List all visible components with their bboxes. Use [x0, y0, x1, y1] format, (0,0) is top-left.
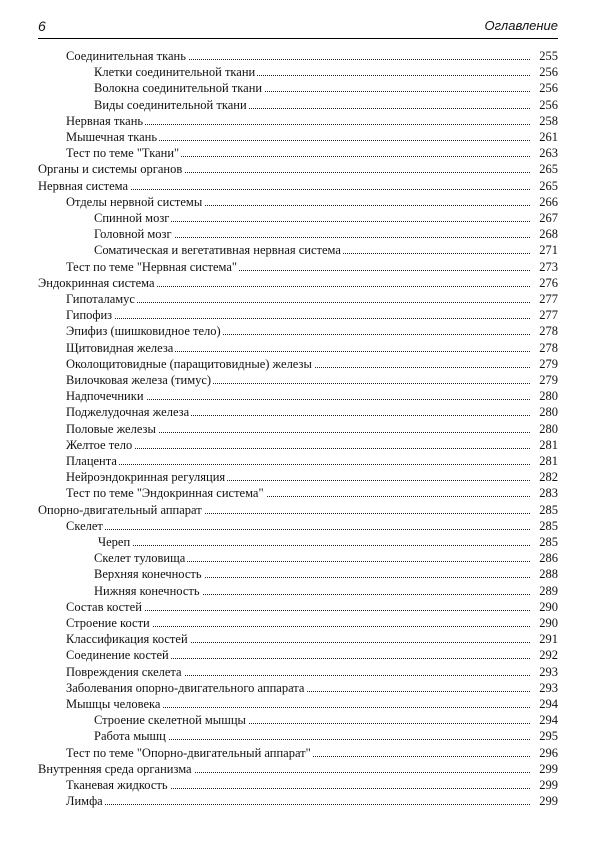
toc-title: Опорно-двигательный аппарат: [38, 502, 202, 517]
toc-page-number: 288: [539, 567, 558, 582]
toc-page-number: 278: [539, 324, 558, 339]
toc-title: Желтое тело: [66, 437, 133, 452]
page-header: [38, 16, 558, 39]
section-title: Оглавление: [484, 18, 558, 33]
toc-title: Лимфа: [66, 794, 103, 809]
toc-title: Эпифиз (шишковидное тело): [66, 324, 221, 339]
dot-leader: [66, 318, 530, 319]
toc-entry[interactable]: [38, 97, 558, 113]
toc-entry[interactable]: [38, 631, 558, 647]
toc-title: Нервная ткань: [66, 113, 144, 128]
toc-title: Клетки соединительной ткани: [94, 65, 256, 80]
toc-title: Органы и системы органов: [38, 162, 183, 177]
toc-page-number: 255: [539, 49, 558, 63]
toc-page-number: 299: [539, 778, 558, 792]
toc-entry[interactable]: [38, 421, 558, 437]
toc-page-number: 281: [539, 454, 558, 468]
toc-entry[interactable]: [38, 80, 558, 96]
toc-page-number: 285: [539, 535, 558, 549]
toc-page-number: 265: [539, 178, 558, 193]
toc-page-number: 285: [539, 518, 558, 533]
toc-title: Тканевая жидкость: [66, 778, 168, 792]
toc-page-number: 271: [539, 243, 558, 258]
toc-title: Спинной мозг: [94, 211, 170, 225]
toc-page-number: 278: [539, 340, 558, 355]
toc-page-number: 294: [539, 697, 558, 711]
toc-entry[interactable]: [38, 437, 558, 453]
table-of-contents: [38, 48, 558, 808]
toc-title: Соединение костей: [66, 648, 169, 663]
toc-entry[interactable]: [38, 48, 558, 64]
toc-entry[interactable]: [38, 178, 558, 194]
toc-title: Работа мышц: [94, 729, 166, 744]
toc-page-number: 295: [539, 729, 558, 744]
toc-page-number: 280: [539, 421, 558, 436]
toc-entry[interactable]: [38, 583, 558, 599]
toc-entry[interactable]: [38, 696, 558, 712]
toc-title: Гипоталамус: [66, 292, 135, 306]
toc-entry[interactable]: [38, 745, 558, 761]
toc-page-number: 261: [539, 130, 558, 144]
toc-title: Щитовидная железа: [66, 340, 174, 355]
toc-page-number: 268: [539, 227, 558, 242]
toc-page-number: 279: [539, 356, 558, 371]
toc-title: Тест по теме "Нервная система": [66, 259, 238, 274]
toc-page-number: 256: [539, 65, 558, 80]
toc-page-number: 299: [539, 794, 558, 809]
toc-title: Внутренняя среда организма: [38, 761, 192, 776]
toc-title: Скелет туловища: [94, 551, 186, 566]
toc-title: Заболевания опорно-двигательного аппарата: [66, 680, 305, 695]
toc-entry[interactable]: [38, 161, 558, 177]
toc-page-number: 277: [539, 308, 558, 323]
toc-entry[interactable]: [38, 356, 558, 372]
toc-title: Тест по теме "Опорно-двигательный аппарат": [66, 745, 311, 760]
toc-entry[interactable]: [38, 469, 558, 485]
toc-title: Тест по теме "Ткани": [66, 146, 180, 161]
toc-title: Скелет: [66, 518, 103, 533]
toc-page-number: 267: [539, 211, 558, 225]
toc-title: Строение скелетной мышцы: [94, 713, 246, 728]
toc-title: Строение кости: [66, 616, 150, 630]
page-number: 6: [38, 18, 46, 34]
toc-page-number: 277: [539, 292, 558, 306]
toc-page-number: 263: [539, 146, 558, 161]
toc-entry[interactable]: [38, 323, 558, 339]
toc-title: Череп: [98, 535, 131, 549]
toc-entry[interactable]: [38, 145, 558, 161]
toc-entry[interactable]: [38, 550, 558, 566]
toc-entry[interactable]: [38, 64, 558, 80]
toc-entry[interactable]: [38, 210, 558, 226]
toc-title: Соединительная ткань: [66, 49, 186, 63]
toc-entry[interactable]: [38, 113, 558, 129]
toc-entry[interactable]: [38, 194, 558, 210]
toc-page-number: 256: [539, 97, 558, 112]
toc-title: Состав костей: [66, 599, 142, 614]
toc-entry[interactable]: [38, 129, 558, 145]
dot-leader: [66, 529, 530, 530]
toc-title: Виды соединительной ткани: [94, 97, 247, 112]
toc-title: Верхняя конечность: [94, 567, 202, 582]
toc-entry[interactable]: [38, 307, 558, 323]
toc-page-number: 281: [539, 437, 558, 452]
toc-page-number: 293: [539, 680, 558, 695]
toc-page-number: 291: [539, 632, 558, 647]
toc-title: Околощитовидные (паращитовидные) железы: [66, 356, 312, 371]
toc-entry[interactable]: [38, 226, 558, 242]
toc-entry[interactable]: [38, 599, 558, 615]
toc-page-number: 293: [539, 664, 558, 679]
dot-leader: [66, 448, 530, 449]
toc-title: Повреждения скелета: [66, 664, 182, 679]
toc-entry[interactable]: [38, 712, 558, 728]
toc-entry[interactable]: [38, 242, 558, 258]
toc-entry[interactable]: [38, 388, 558, 404]
toc-page-number: 289: [539, 583, 558, 598]
toc-title: Мышечная ткань: [66, 130, 158, 144]
toc-entry[interactable]: [38, 518, 558, 534]
toc-title: Мышцы человека: [66, 697, 161, 711]
toc-entry[interactable]: [38, 615, 558, 631]
toc-title: Соматическая и вегетативная нервная система: [94, 243, 341, 258]
toc-page-number: 292: [539, 648, 558, 663]
toc-page-number: 290: [539, 599, 558, 614]
toc-entry[interactable]: [38, 259, 558, 275]
toc-entry[interactable]: [38, 566, 558, 582]
toc-page-number: 258: [539, 113, 558, 128]
toc-entry[interactable]: [38, 728, 558, 744]
toc-entry[interactable]: [38, 275, 558, 291]
toc-title: Плацента: [66, 454, 117, 468]
toc-entry[interactable]: [38, 485, 558, 501]
toc-title: Нижняя конечность: [94, 583, 200, 598]
toc-entry[interactable]: [38, 340, 558, 356]
toc-page-number: 266: [539, 194, 558, 209]
toc-entry[interactable]: [38, 372, 558, 388]
toc-title: Нервная система: [38, 178, 129, 193]
dot-leader: [66, 804, 530, 805]
toc-entry[interactable]: [38, 793, 558, 809]
toc-title: Эндокринная система: [38, 275, 155, 290]
toc-title: Половые железы: [66, 421, 156, 436]
toc-page-number: 286: [539, 551, 558, 566]
toc-title: Волокна соединительной ткани: [94, 81, 263, 96]
toc-entry[interactable]: [38, 777, 558, 793]
toc-title: Вилочковая железа (тимус): [66, 373, 212, 387]
toc-page-number: 256: [539, 81, 558, 96]
toc-page-number: 299: [539, 761, 558, 776]
toc-entry[interactable]: [38, 291, 558, 307]
toc-page-number: 283: [539, 486, 558, 501]
toc-page-number: 290: [539, 616, 558, 630]
toc-entry[interactable]: [38, 680, 558, 696]
toc-entry[interactable]: [38, 761, 558, 777]
toc-title: Тест по теме "Эндокринная система": [66, 486, 264, 501]
toc-title: Нейроэндокринная регуляция: [66, 470, 226, 485]
toc-title: Поджелудочная железа: [66, 405, 190, 420]
toc-page-number: 282: [539, 470, 558, 485]
toc-page-number: 285: [539, 502, 558, 517]
toc-title: Гипофиз: [66, 308, 113, 323]
toc-page-number: 273: [539, 259, 558, 274]
toc-entry[interactable]: [38, 534, 558, 550]
toc-entry[interactable]: [38, 453, 558, 469]
toc-page-number: 265: [539, 162, 558, 177]
toc-title: Надпочечники: [66, 389, 144, 404]
toc-page-number: 279: [539, 373, 558, 387]
toc-page-number: 294: [539, 713, 558, 728]
toc-title: Отделы нервной системы: [66, 194, 203, 209]
toc-entry[interactable]: [38, 664, 558, 680]
toc-entry[interactable]: [38, 404, 558, 420]
toc-title: Головной мозг: [94, 227, 172, 242]
toc-title: Классификация костей: [66, 632, 188, 647]
dot-leader: [98, 545, 530, 546]
toc-page-number: 280: [539, 389, 558, 404]
toc-entry[interactable]: [38, 502, 558, 518]
toc-page-number: 296: [539, 745, 558, 760]
dot-leader: [66, 464, 530, 465]
toc-entry[interactable]: [38, 647, 558, 663]
toc-page-number: 276: [539, 275, 558, 290]
toc-page-number: 280: [539, 405, 558, 420]
